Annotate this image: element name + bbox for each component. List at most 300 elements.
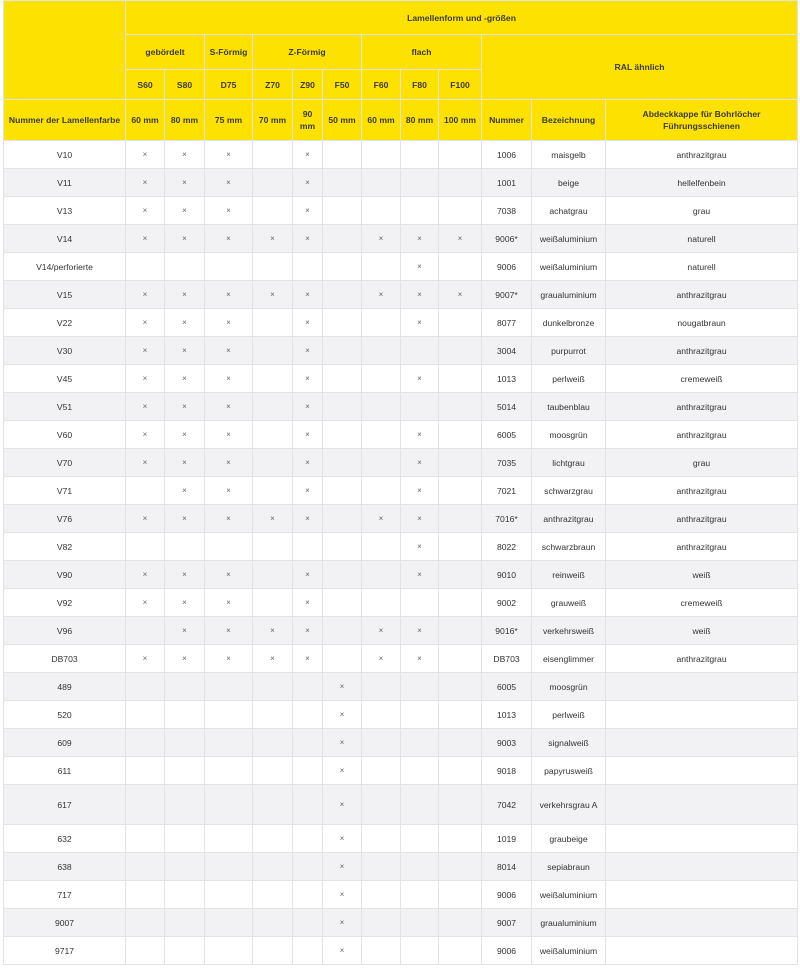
ral-number-cell: 3004	[482, 337, 532, 365]
empty-cell	[362, 757, 401, 785]
availability-mark: ×	[126, 449, 165, 477]
lamellen-number-cell: 638	[4, 853, 126, 881]
availability-mark: ×	[293, 169, 323, 197]
empty-cell	[253, 141, 293, 169]
availability-mark: ×	[323, 909, 362, 937]
lamellen-number-cell: 717	[4, 881, 126, 909]
cap-color-cell: anthrazitgrau	[606, 393, 798, 421]
availability-mark: ×	[401, 281, 439, 309]
availability-mark: ×	[401, 645, 439, 673]
empty-cell	[362, 365, 401, 393]
table-row	[4, 881, 798, 909]
empty-cell	[253, 937, 293, 965]
cap-color-cell	[606, 673, 798, 701]
empty-cell	[205, 785, 253, 825]
table-row	[4, 757, 798, 785]
empty-cell	[323, 365, 362, 393]
availability-mark: ×	[126, 197, 165, 225]
empty-cell	[323, 141, 362, 169]
empty-cell	[126, 881, 165, 909]
ral-number-cell: 9003	[482, 729, 532, 757]
empty-cell	[323, 561, 362, 589]
ral-description-cell: weißaluminium	[532, 253, 606, 281]
empty-cell	[205, 533, 253, 561]
empty-cell	[293, 909, 323, 937]
lamellen-number-cell: 9007	[4, 909, 126, 937]
profile-code-header: F60	[362, 70, 401, 100]
empty-cell	[439, 309, 482, 337]
ral-number-cell: 6005	[482, 421, 532, 449]
table-row	[4, 785, 798, 825]
availability-mark: ×	[253, 225, 293, 253]
availability-mark: ×	[253, 645, 293, 673]
lamellen-number-cell: V92	[4, 589, 126, 617]
empty-cell	[253, 449, 293, 477]
empty-cell	[362, 853, 401, 881]
empty-cell	[253, 393, 293, 421]
empty-cell	[362, 673, 401, 701]
empty-cell	[126, 937, 165, 965]
profile-code-header: S80	[165, 70, 205, 100]
availability-mark: ×	[323, 701, 362, 729]
table-row	[4, 421, 798, 449]
empty-cell	[253, 881, 293, 909]
availability-mark: ×	[293, 477, 323, 505]
lamellen-number-cell: V30	[4, 337, 126, 365]
empty-cell	[439, 421, 482, 449]
empty-cell	[439, 937, 482, 965]
availability-mark: ×	[205, 589, 253, 617]
empty-cell	[323, 645, 362, 673]
empty-cell	[439, 785, 482, 825]
cap-color-cell: anthrazitgrau	[606, 505, 798, 533]
profile-size-header: 80 mm	[401, 100, 439, 141]
lamellen-number-cell: 489	[4, 673, 126, 701]
availability-mark: ×	[126, 225, 165, 253]
table-row	[4, 197, 798, 225]
empty-cell	[253, 909, 293, 937]
table-row	[4, 617, 798, 645]
cap-color-cell: cremeweiß	[606, 365, 798, 393]
empty-cell	[439, 645, 482, 673]
empty-cell	[362, 421, 401, 449]
empty-cell	[253, 785, 293, 825]
empty-cell	[323, 617, 362, 645]
empty-cell	[323, 421, 362, 449]
lamellen-number-cell: 611	[4, 757, 126, 785]
availability-mark: ×	[323, 937, 362, 965]
availability-mark: ×	[293, 337, 323, 365]
lamellen-number-cell: DB703	[4, 645, 126, 673]
availability-mark: ×	[165, 169, 205, 197]
empty-cell	[253, 757, 293, 785]
ral-number-cell: 5014	[482, 393, 532, 421]
lamellen-color-table	[3, 0, 798, 965]
ral-description-cell: signalweiß	[532, 729, 606, 757]
empty-cell	[165, 701, 205, 729]
empty-cell	[205, 853, 253, 881]
subgroup-header: S-Förmig	[205, 35, 253, 70]
cap-color-cell: anthrazitgrau	[606, 281, 798, 309]
empty-cell	[293, 701, 323, 729]
ral-number-cell: 7035	[482, 449, 532, 477]
ral-description-cell: reinweiß	[532, 561, 606, 589]
empty-cell	[439, 505, 482, 533]
cap-color-cell: anthrazitgrau	[606, 141, 798, 169]
ral-number-cell: 1019	[482, 825, 532, 853]
availability-mark: ×	[165, 505, 205, 533]
profile-size-header: 70 mm	[253, 100, 293, 141]
empty-cell	[165, 757, 205, 785]
availability-mark: ×	[126, 393, 165, 421]
cap-color-cell: anthrazitgrau	[606, 645, 798, 673]
corner-cell	[4, 1, 126, 100]
ral-description-cell: papyrusweiß	[532, 757, 606, 785]
availability-mark: ×	[205, 477, 253, 505]
empty-cell	[439, 477, 482, 505]
ral-number-cell: 7021	[482, 477, 532, 505]
empty-cell	[253, 589, 293, 617]
availability-mark: ×	[401, 533, 439, 561]
table-row	[4, 365, 798, 393]
availability-mark: ×	[126, 365, 165, 393]
empty-cell	[401, 909, 439, 937]
table-row	[4, 309, 798, 337]
empty-cell	[401, 141, 439, 169]
availability-mark: ×	[362, 225, 401, 253]
availability-mark: ×	[205, 393, 253, 421]
empty-cell	[165, 825, 205, 853]
lamellen-number-cell: V10	[4, 141, 126, 169]
empty-cell	[126, 825, 165, 853]
empty-cell	[126, 909, 165, 937]
empty-cell	[253, 825, 293, 853]
availability-mark: ×	[165, 561, 205, 589]
availability-mark: ×	[293, 505, 323, 533]
availability-mark: ×	[362, 281, 401, 309]
empty-cell	[253, 853, 293, 881]
empty-cell	[439, 909, 482, 937]
ral-description-cell: anthrazitgrau	[532, 505, 606, 533]
profile-size-header: 60 mm	[362, 100, 401, 141]
empty-cell	[126, 533, 165, 561]
empty-cell	[439, 729, 482, 757]
ral-description-cell: lichtgrau	[532, 449, 606, 477]
empty-cell	[362, 909, 401, 937]
table-row	[4, 393, 798, 421]
availability-mark: ×	[323, 825, 362, 853]
availability-mark: ×	[126, 645, 165, 673]
availability-mark: ×	[293, 197, 323, 225]
lamellen-number-cell: V13	[4, 197, 126, 225]
empty-cell	[165, 853, 205, 881]
group-title: Lamellenform und -größen	[126, 1, 798, 35]
availability-mark: ×	[401, 477, 439, 505]
availability-mark: ×	[293, 617, 323, 645]
empty-cell	[439, 617, 482, 645]
availability-mark: ×	[126, 337, 165, 365]
empty-cell	[165, 937, 205, 965]
empty-cell	[253, 673, 293, 701]
availability-mark: ×	[293, 281, 323, 309]
availability-mark: ×	[401, 365, 439, 393]
empty-cell	[362, 393, 401, 421]
availability-mark: ×	[165, 421, 205, 449]
empty-cell	[439, 141, 482, 169]
availability-mark: ×	[205, 281, 253, 309]
ral-number-cell: 1006	[482, 141, 532, 169]
availability-mark: ×	[126, 141, 165, 169]
table-row	[4, 449, 798, 477]
lamellen-number-cell: 609	[4, 729, 126, 757]
empty-cell	[362, 169, 401, 197]
availability-mark: ×	[165, 617, 205, 645]
profile-code-header: F80	[401, 70, 439, 100]
table-row	[4, 169, 798, 197]
empty-cell	[362, 533, 401, 561]
empty-cell	[439, 673, 482, 701]
table-row	[4, 589, 798, 617]
profile-code-header: S60	[126, 70, 165, 100]
empty-cell	[323, 169, 362, 197]
empty-cell	[323, 253, 362, 281]
empty-cell	[362, 825, 401, 853]
empty-cell	[126, 617, 165, 645]
empty-cell	[253, 169, 293, 197]
table-row	[4, 225, 798, 253]
cap-color-cell	[606, 701, 798, 729]
availability-mark: ×	[205, 197, 253, 225]
ral-description-cell: maisgelb	[532, 141, 606, 169]
lamellen-number-cell: V14/perforierte	[4, 253, 126, 281]
empty-cell	[323, 393, 362, 421]
cap-color-cell	[606, 757, 798, 785]
empty-cell	[401, 853, 439, 881]
availability-mark: ×	[165, 141, 205, 169]
empty-cell	[401, 881, 439, 909]
lamellen-number-cell: 9717	[4, 937, 126, 965]
empty-cell	[293, 853, 323, 881]
empty-cell	[401, 337, 439, 365]
availability-mark: ×	[362, 645, 401, 673]
empty-cell	[362, 785, 401, 825]
ral-number-cell: DB703	[482, 645, 532, 673]
table-row	[4, 505, 798, 533]
empty-cell	[126, 757, 165, 785]
cap-color-cell: cremeweiß	[606, 589, 798, 617]
cap-color-cell	[606, 825, 798, 853]
ral-number-cell: 1013	[482, 365, 532, 393]
empty-cell	[323, 337, 362, 365]
empty-cell	[126, 785, 165, 825]
availability-mark: ×	[126, 589, 165, 617]
empty-cell	[323, 589, 362, 617]
empty-cell	[165, 673, 205, 701]
empty-cell	[205, 757, 253, 785]
ral-number-cell: 9006*	[482, 225, 532, 253]
availability-mark: ×	[293, 365, 323, 393]
availability-mark: ×	[362, 505, 401, 533]
empty-cell	[293, 253, 323, 281]
cap-color-cell: nougatbraun	[606, 309, 798, 337]
empty-cell	[293, 729, 323, 757]
ral-description-cell: perlweiß	[532, 701, 606, 729]
cap-color-cell: weiß	[606, 561, 798, 589]
empty-cell	[439, 701, 482, 729]
table-row	[4, 673, 798, 701]
availability-mark: ×	[205, 141, 253, 169]
availability-mark: ×	[362, 617, 401, 645]
lamellen-number-cell: V51	[4, 393, 126, 421]
empty-cell	[439, 533, 482, 561]
empty-cell	[401, 729, 439, 757]
empty-cell	[439, 169, 482, 197]
cap-color-cell: grau	[606, 449, 798, 477]
lamellen-number-cell: V60	[4, 421, 126, 449]
empty-cell	[401, 785, 439, 825]
table-row	[4, 701, 798, 729]
availability-mark: ×	[165, 281, 205, 309]
ral-number-cell: 9010	[482, 561, 532, 589]
empty-cell	[362, 197, 401, 225]
ral-description-cell: moosgrün	[532, 421, 606, 449]
empty-cell	[126, 477, 165, 505]
empty-cell	[205, 673, 253, 701]
lamellen-number-cell: V45	[4, 365, 126, 393]
cap-color-cell	[606, 909, 798, 937]
ral-number-cell: 8014	[482, 853, 532, 881]
availability-mark: ×	[293, 449, 323, 477]
empty-cell	[253, 701, 293, 729]
availability-mark: ×	[205, 169, 253, 197]
table-row	[4, 645, 798, 673]
availability-mark: ×	[439, 225, 482, 253]
availability-mark: ×	[323, 881, 362, 909]
availability-mark: ×	[126, 421, 165, 449]
ral-number-cell: 8022	[482, 533, 532, 561]
cap-color-cell	[606, 881, 798, 909]
availability-mark: ×	[293, 225, 323, 253]
cap-color-cell: anthrazitgrau	[606, 533, 798, 561]
table-row	[4, 729, 798, 757]
empty-cell	[293, 825, 323, 853]
empty-cell	[126, 253, 165, 281]
table-row	[4, 937, 798, 965]
profile-size-header: 50 mm	[323, 100, 362, 141]
profile-size-header: 90 mm	[293, 100, 323, 141]
availability-mark: ×	[126, 169, 165, 197]
ral-number-cell: 9006	[482, 881, 532, 909]
empty-cell	[362, 881, 401, 909]
availability-mark: ×	[323, 785, 362, 825]
ral-description-cell: eisenglimmer	[532, 645, 606, 673]
empty-cell	[126, 853, 165, 881]
ral-number-cell: 9006	[482, 253, 532, 281]
ral-group-header: RAL ähnlich	[482, 35, 798, 100]
ral-description-cell: weißaluminium	[532, 881, 606, 909]
empty-cell	[439, 589, 482, 617]
empty-cell	[253, 729, 293, 757]
availability-mark: ×	[165, 365, 205, 393]
availability-mark: ×	[293, 561, 323, 589]
cap-color-cell	[606, 853, 798, 881]
empty-cell	[253, 197, 293, 225]
empty-cell	[165, 785, 205, 825]
ral-description-cell: purpurrot	[532, 337, 606, 365]
empty-cell	[439, 561, 482, 589]
empty-cell	[362, 449, 401, 477]
subgroup-header: flach	[362, 35, 482, 70]
availability-mark: ×	[253, 505, 293, 533]
availability-mark: ×	[253, 281, 293, 309]
empty-cell	[439, 881, 482, 909]
cap-color-cell: weiß	[606, 617, 798, 645]
availability-mark: ×	[165, 477, 205, 505]
lamellen-number-header: Nummer der Lamellenfarbe	[4, 100, 126, 141]
profile-size-header: 60 mm	[126, 100, 165, 141]
cap-color-cell: naturell	[606, 225, 798, 253]
availability-mark: ×	[205, 337, 253, 365]
empty-cell	[253, 337, 293, 365]
availability-mark: ×	[205, 309, 253, 337]
availability-mark: ×	[401, 561, 439, 589]
availability-mark: ×	[293, 393, 323, 421]
empty-cell	[253, 477, 293, 505]
empty-cell	[126, 701, 165, 729]
empty-cell	[362, 477, 401, 505]
availability-mark: ×	[126, 281, 165, 309]
empty-cell	[401, 197, 439, 225]
ral-column-header: Nummer	[482, 100, 532, 141]
ral-description-cell: graubeige	[532, 825, 606, 853]
empty-cell	[362, 337, 401, 365]
table-row	[4, 853, 798, 881]
availability-mark: ×	[293, 141, 323, 169]
empty-cell	[401, 673, 439, 701]
empty-cell	[165, 533, 205, 561]
empty-cell	[293, 881, 323, 909]
lamellen-number-cell: V70	[4, 449, 126, 477]
ral-description-cell: weißaluminium	[532, 937, 606, 965]
empty-cell	[323, 505, 362, 533]
empty-cell	[205, 825, 253, 853]
availability-mark: ×	[293, 421, 323, 449]
ral-number-cell: 8077	[482, 309, 532, 337]
cap-color-cell: hellelfenbein	[606, 169, 798, 197]
availability-mark: ×	[165, 589, 205, 617]
ral-description-cell: beige	[532, 169, 606, 197]
empty-cell	[401, 825, 439, 853]
availability-mark: ×	[205, 561, 253, 589]
lamellen-number-cell: 632	[4, 825, 126, 853]
cap-color-cell	[606, 937, 798, 965]
table-row	[4, 337, 798, 365]
empty-cell	[293, 757, 323, 785]
empty-cell	[439, 449, 482, 477]
ral-description-cell: sepiabraun	[532, 853, 606, 881]
ral-number-cell: 7038	[482, 197, 532, 225]
cap-color-cell	[606, 785, 798, 825]
availability-mark: ×	[205, 617, 253, 645]
cap-color-cell: anthrazitgrau	[606, 337, 798, 365]
profile-code-header: F50	[323, 70, 362, 100]
profile-code-header: F100	[439, 70, 482, 100]
empty-cell	[323, 449, 362, 477]
availability-mark: ×	[401, 505, 439, 533]
empty-cell	[253, 365, 293, 393]
ral-column-header: Bezeichnung	[532, 100, 606, 141]
lamellen-number-cell: V96	[4, 617, 126, 645]
